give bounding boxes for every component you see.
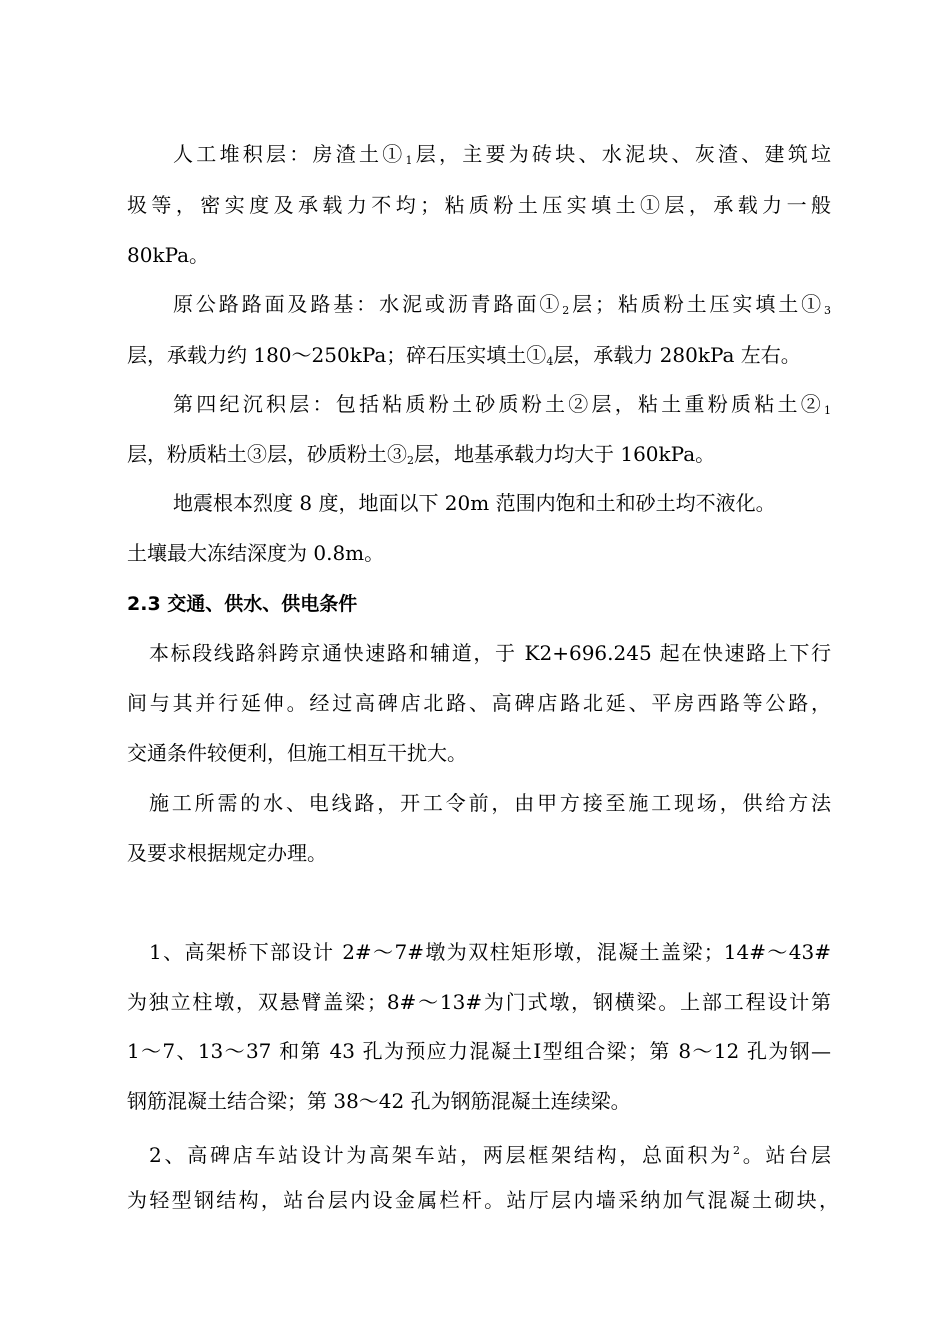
subscript: 1 [824,404,831,417]
p3-line-2 [127,439,715,476]
p5-line-1: 本标段线路斜跨京通快速路和辅道，于 K2+696.245 起在快速路上下行 [149,641,831,665]
p4-line-2: 土壤最大冻结深度为 0.8m。 [127,541,385,565]
p7-line-2: 为独立柱墩，双悬臂盖梁；8#～13#为门式墩，钢横梁。上部工程设计第 [127,990,831,1014]
text: 人工堆积层：房渣土① [173,142,406,166]
p7-line-1: 1、高架桥下部设计 2#～7#墩为双柱矩形墩，混凝土盖梁；14#～43# [149,940,831,964]
p1-line-2: 圾等，密实度及承载力不均；粘质粉土压实填土①层，承载力一般 [127,193,831,217]
text: 层，承载力 280kPa 左右。 [553,343,801,367]
superscript: 2 [733,1144,741,1157]
p2-line-1 [173,289,831,326]
p7-line-4: 钢筋混凝土结合梁；第 38～42 孔为钢筋混凝土连续梁。 [127,1089,631,1113]
p6-line-1: 施工所需的水、电线路，开工令前，由甲方接至施工现场，供给方法 [149,791,831,815]
subscript: 2 [562,304,570,317]
p5-line-3: 交通条件较便利，但施工相互干扰大。 [127,741,467,765]
p6-line-2: 及要求根据规定办理。 [127,841,327,865]
p2-line-2 [127,340,801,377]
p8-line-1 [149,1136,831,1170]
p5-line-2: 间与其并行延伸。经过高碑店北路、高碑店路北延、平房西路等公路， [127,691,831,715]
text: 层，承载力约 180～250kPa；碎石压实填土① [127,343,547,367]
text: 层；粘质粉土压实填土① [569,292,825,316]
p1-line-1 [173,139,831,176]
p4-line-1: 地震根本烈度 8 度，地面以下 20m 范围内饱和土和砂土均不液化。 [173,491,776,515]
p7-line-3: 1～7、13～37 和第 43 孔为预应力混凝土Ⅰ型组合梁；第 8～12 孔为钢— [127,1039,831,1063]
p3-line-1 [173,389,831,426]
subscript: 2 [407,454,414,467]
text: 层，地基承载力均大于 160kPa。 [414,442,716,466]
text: 。站台层 [740,1143,831,1167]
text: 层，主要为砖块、水泥块、灰渣、建筑垃 [412,142,831,166]
p1-line-3: 80kPa。 [127,243,210,267]
p8-line-2: 为轻型钢结构，站台层内设金属栏杆。站厅层内墙采纳加气混凝土砌块， [127,1188,839,1212]
section-heading: 2.3 交通、供水、供电条件 [127,593,358,615]
subscript: 3 [824,304,832,317]
subscript: 1 [405,154,413,167]
text: 层，粉质粘土③层，砂质粉土③ [127,442,407,466]
text: 2、高碑店车站设计为高架车站，两层框架结构，总面积为 [149,1143,734,1167]
text: 第四纪沉积层：包括粘质粉土砂质粉土②层，粘土重粉质粘土② [173,392,824,416]
subscript: 4 [546,355,554,368]
text: 原公路路面及路基：水泥或沥青路面① [173,292,563,316]
